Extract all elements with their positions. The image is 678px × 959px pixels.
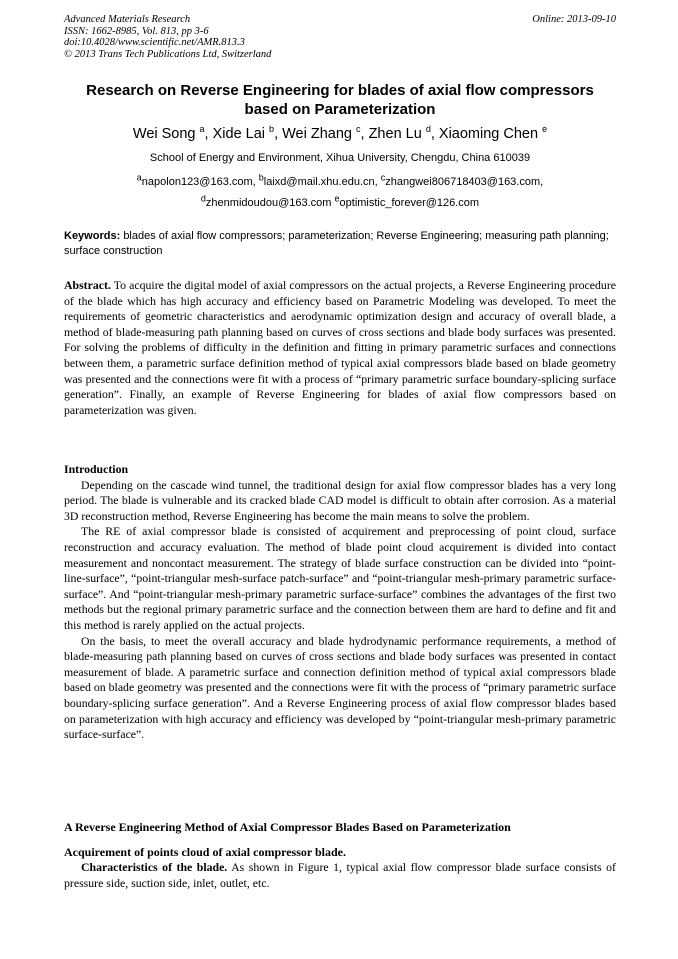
- author-sep: ,: [204, 126, 213, 142]
- intro-paragraph: Depending on the cascade wind tunnel, the traditional design for axial flow compressor blades has a very long period. The blade is vulnerable and its cracked blade CAD model is difficult to obtain after corrosion. As a material 3D reconstruction method, Reverse Engineering has become the main means to solve the problem.: [64, 477, 616, 523]
- online-date: Online: 2013-09-10: [532, 14, 616, 25]
- paper-title: [64, 81, 616, 119]
- intro-paragraph: The RE of axial compressor blade is consisted of acquirement and preprocessing of point cloud, surface reconstruction and accuracy evaluation. The method of blade point cloud acquirement is divided into contact measurement and noncontact measurement. The strategy of blade surface construction can be divided into “point-line-surface”, “point-triangular mesh-surface patch-surface” and “point-triangular mesh-primary parametric surface-surface”. And “point-triangular mesh-primary parametric surface-surface” combines the advantages of the first two methods but the regional primary parametric surface and the connection between them are hard to define and fit and this method is rarely applied on the actual projects.: [64, 524, 616, 632]
- abstract-text: To acquire the digital model of axial compressors on the actual projects, a Reverse Engineering procedure of the blade which has high accuracy and efficiency based on Parametric Modeling was developed. To meet the requirements of geometric characteristics and aerodynamic optimization design and accuracy of overall blade, a method of blade-measuring path planning based on curves of cross sections and blade body surfaces was presented. For solving the problems of difficulty in the definition and fitting in primary parametric surfaces and connections between them, a parametric surface definition method of typical axial compressors blade based on blade geometry was presented and the connections were fit with a process of “primary parametric surface boundary-splicing surface generation”. Finally, an example of Reverse Engineering for blades of axial flow compressors based on parameterization was given.: [64, 278, 616, 417]
- email-link[interactable]: zhangwei806718403@163.com,: [385, 176, 544, 188]
- introduction-section: [64, 462, 616, 743]
- email-sup: b: [258, 172, 264, 183]
- author-sup: b: [269, 124, 275, 135]
- email-link[interactable]: laixd@mail.xhu.edu.cn,: [263, 176, 378, 188]
- characteristics-paragraph: [64, 860, 616, 891]
- title-line-1: Research on Reverse Engineering for blades of axial flow compressors: [86, 82, 594, 99]
- author-name: Wei Zhang: [282, 126, 352, 142]
- author-name: Wei Song: [132, 126, 196, 142]
- author-sup: a: [199, 124, 205, 135]
- author-name: Xide Lai: [212, 126, 266, 142]
- email-sup: d: [200, 193, 206, 204]
- author-sep: ,: [360, 126, 369, 142]
- email-link[interactable]: zhenmidoudou@163.com: [205, 197, 332, 209]
- doi-line: doi:10.4028/www.scientific.net/AMR.813.3: [64, 37, 245, 48]
- email-link[interactable]: optimistic_forever@126.com: [339, 197, 480, 209]
- intro-paragraph: On the basis, to meet the overall accuracy and blade hydrodynamic performance requirements, a method of blade-measuring path planning based on curves of cross sections and blade body surfaces was presented in contact measurement of blade. A parametric surface and connection definition method of typical axial compressors blade based on blade geometry was presented and the connections were fit with the process of “primary parametric surface boundary-splicing surface generation”. And a Reverse Engineering process of axial flow compressor blades based on parameterization with high accuracy and efficiency was developed by “point-triangular mesh-primary parametric surface-surface”.: [64, 633, 616, 742]
- section-heading: A Reverse Engineering Method of Axial Compressor Blades Based on Parameterization: [64, 820, 511, 834]
- email-sup: c: [380, 172, 386, 183]
- email-line-2: [64, 193, 616, 214]
- abstract-label: Abstract.: [64, 278, 111, 292]
- issn-line: ISSN: 1662-8985, Vol. 813, pp 3-6: [64, 25, 209, 37]
- abstract: [64, 278, 616, 418]
- subsection-heading: Acquirement of points cloud of axial compressor blade.: [64, 845, 347, 859]
- keywords-text: blades of axial flow compressors; parameterization; Reverse Engineering; measuring path planning; surface construction: [64, 230, 609, 257]
- intro-heading: Introduction: [64, 462, 129, 476]
- author-sep: ,: [274, 126, 283, 142]
- journal-header: [64, 14, 616, 60]
- author-sup: d: [425, 124, 431, 135]
- email-list: [64, 172, 616, 214]
- keywords: [64, 229, 616, 258]
- email-link[interactable]: napolon123@163.com,: [141, 176, 256, 188]
- characteristics-text: As shown in Figure 1, typical axial flow compressor blade surface consists of pressure side, suction side, inlet, outlet, etc.: [64, 860, 616, 890]
- journal-name: Advanced Materials Research: [64, 14, 191, 25]
- email-line-1: [64, 172, 616, 193]
- copyright-line: © 2013 Trans Tech Publications Ltd, Switzerland: [64, 48, 272, 60]
- author-sup: e: [542, 124, 548, 135]
- author-sep: ,: [430, 126, 439, 142]
- characteristics-label: Characteristics of the blade.: [81, 860, 228, 874]
- title-line-2: based on Parameterization: [244, 101, 436, 118]
- author-name: Xiaoming Chen: [438, 126, 539, 142]
- author-list: [64, 125, 616, 143]
- email-sup: e: [334, 193, 340, 204]
- author-name: Zhen Lu: [368, 126, 422, 142]
- author-sup: c: [356, 124, 361, 135]
- keywords-label: Keywords:: [64, 230, 121, 242]
- email-sup: a: [136, 172, 142, 183]
- affiliation: School of Energy and Environment, Xihua University, Chengdu, China 610039: [149, 152, 531, 164]
